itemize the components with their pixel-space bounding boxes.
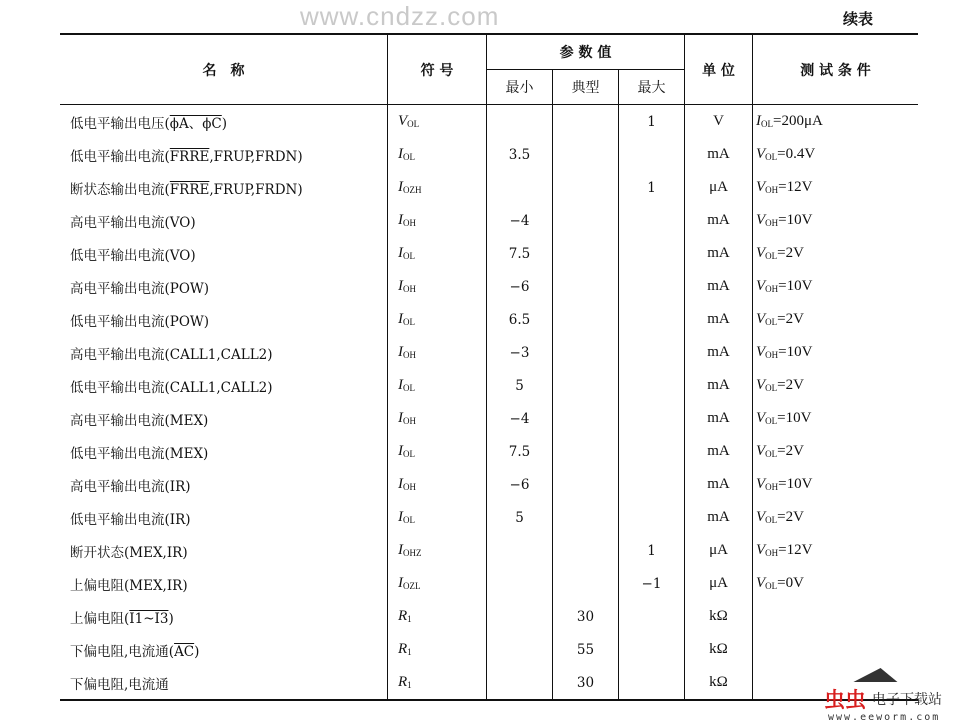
max-value: −1 (619, 567, 685, 600)
typ-value (553, 237, 619, 270)
table-row (60, 303, 918, 336)
table-row (60, 468, 918, 501)
symbol-sub: OH (403, 218, 416, 228)
header-params: 参 数 值 (487, 34, 685, 70)
symbol: I (398, 245, 403, 261)
symbol: I (398, 146, 403, 162)
symbol-sub: OL (403, 251, 415, 261)
symbol-sub: OH (403, 284, 416, 294)
unit: μA (685, 567, 753, 600)
table-row (60, 138, 918, 171)
symbol-sub: 1 (407, 680, 412, 690)
param-name: 低电平输出电流(CALL1,CALL2) (70, 379, 273, 396)
typ-value (553, 369, 619, 402)
symbol: I (398, 311, 403, 327)
param-name: 高电平输出电流(CALL1,CALL2) (70, 346, 273, 363)
typ-value (553, 105, 619, 139)
unit: mA (685, 435, 753, 468)
typ-value: 55 (553, 633, 619, 666)
unit: mA (685, 336, 753, 369)
typ-value (553, 534, 619, 567)
param-name: 上偏电阻( (70, 610, 130, 627)
cond-value: =200μA (773, 113, 823, 129)
typ-value (553, 567, 619, 600)
cond-var: V (756, 575, 766, 591)
logo-url: www.eeworm.com (828, 712, 941, 723)
unit: mA (685, 468, 753, 501)
unit: kΩ (685, 666, 753, 700)
unit: mA (685, 204, 753, 237)
param-name-overlined: FRRE (169, 148, 210, 165)
table-row (60, 501, 918, 534)
min-value: 7.5 (487, 237, 553, 270)
cond-sub: OL (761, 119, 773, 129)
min-value (487, 600, 553, 633)
cond-var: I (756, 113, 761, 129)
cond-value: =10V (778, 212, 813, 228)
max-value (619, 501, 685, 534)
max-value: 1 (619, 171, 685, 204)
param-name-overlined: $\overline{AC}$ (174, 643, 195, 660)
param-name: 高电平输出电流(VO) (70, 214, 196, 231)
table-row (60, 237, 918, 270)
symbol: I (398, 212, 403, 228)
cond-sub: OH (765, 350, 779, 360)
cond-var: V (756, 146, 766, 162)
param-name-overlined: ϕA、ϕC (169, 115, 222, 132)
cond-value: =10V (778, 476, 813, 492)
typ-value (553, 171, 619, 204)
header-symbol: 符 号 (388, 34, 487, 105)
cond-sub: OH (765, 482, 779, 492)
table-row (60, 567, 918, 600)
cond-var: V (756, 476, 766, 492)
typ-value (553, 204, 619, 237)
unit: μA (685, 534, 753, 567)
cond-value: =12V (778, 542, 813, 558)
param-name-end: ,FRUP,FRDN) (209, 181, 303, 198)
symbol: I (398, 575, 403, 591)
table-row (60, 336, 918, 369)
typ-value (553, 468, 619, 501)
cond-sub: OL (765, 515, 778, 525)
max-value: 1 (619, 105, 685, 139)
table-row (60, 171, 918, 204)
max-value (619, 204, 685, 237)
unit: mA (685, 369, 753, 402)
param-name: 高电平输出电流(POW) (70, 280, 210, 297)
header-unit: 单 位 (685, 34, 753, 105)
cond-var: V (756, 344, 766, 360)
symbol-sub: OH (403, 482, 416, 492)
unit: mA (685, 501, 753, 534)
symbol: I (398, 443, 403, 459)
typ-value (553, 303, 619, 336)
cond-var: V (756, 509, 766, 525)
table-row (60, 270, 918, 303)
max-value (619, 369, 685, 402)
cond-value: =2V (777, 509, 804, 525)
cond-value: =10V (778, 344, 813, 360)
unit: mA (685, 237, 753, 270)
max-value (619, 633, 685, 666)
symbol-sub: OHZ (403, 548, 422, 558)
graduation-cap-icon (853, 668, 902, 682)
symbol-sub: 1 (407, 647, 412, 657)
cond-sub: OL (765, 449, 778, 459)
cond-value: =2V (777, 443, 804, 459)
param-name: 低电平输出电流(POW) (70, 313, 210, 330)
table-row (60, 435, 918, 468)
min-value: 3.5 (487, 138, 553, 171)
cond-var: V (756, 212, 766, 228)
min-value (487, 633, 553, 666)
cond-var: V (756, 245, 766, 261)
typ-value (553, 402, 619, 435)
unit: mA (685, 303, 753, 336)
table-continued-label: 续表 (843, 10, 874, 28)
cond-sub: OL (765, 152, 778, 162)
cond-value: =2V (777, 245, 804, 261)
cond-sub: OL (765, 251, 778, 261)
param-name: 高电平输出电流(IR) (70, 478, 191, 495)
max-value (619, 270, 685, 303)
max-value (619, 600, 685, 633)
cond-var: V (756, 443, 766, 459)
param-name: 下偏电阻,电流通 (70, 676, 169, 693)
symbol: I (398, 476, 403, 492)
max-value (619, 435, 685, 468)
min-value: −4 (487, 204, 553, 237)
symbol-sub: OL (407, 119, 420, 129)
min-value (487, 534, 553, 567)
typ-value (553, 435, 619, 468)
param-name: 断状态输出电流( (70, 181, 170, 198)
param-name: 低电平输出电压( (70, 115, 170, 132)
symbol: I (398, 179, 403, 195)
symbol: V (398, 113, 408, 129)
unit: mA (685, 270, 753, 303)
cond-sub: OH (765, 218, 779, 228)
cond-sub: OL (765, 383, 778, 393)
table-row (60, 600, 918, 633)
symbol-sub: OZL (403, 581, 421, 591)
typ-value (553, 138, 619, 171)
table-row (60, 666, 918, 700)
symbol: I (398, 542, 403, 558)
min-value (487, 666, 553, 700)
cond-var: V (756, 410, 766, 426)
unit: mA (685, 138, 753, 171)
logo-text: 电子下载站 (872, 692, 942, 708)
typ-value (553, 270, 619, 303)
symbol-sub: OL (403, 449, 415, 459)
cond-value: =0.4V (777, 146, 816, 162)
unit: kΩ (685, 600, 753, 633)
param-name: 低电平输出电流( (70, 148, 170, 165)
min-value: −3 (487, 336, 553, 369)
min-value: −6 (487, 468, 553, 501)
cond-value: =2V (777, 377, 804, 393)
min-value: −4 (487, 402, 553, 435)
max-value (619, 237, 685, 270)
cond-var: V (756, 179, 766, 195)
cond-value: =12V (778, 179, 813, 195)
symbol: I (398, 509, 403, 525)
symbol-sub: OL (403, 317, 415, 327)
table-row (60, 402, 918, 435)
table-row (60, 204, 918, 237)
typ-value: 30 (553, 666, 619, 700)
symbol: I (398, 344, 403, 360)
spec-table (60, 33, 918, 701)
table-row (60, 633, 918, 666)
param-name: 低电平输出电流(MEX) (70, 445, 209, 462)
min-value: 6.5 (487, 303, 553, 336)
cond-value: =10V (777, 410, 812, 426)
cond-value: =10V (778, 278, 813, 294)
param-name-overlined: FRRE (169, 181, 210, 198)
symbol-sub: OL (403, 383, 415, 393)
unit: μA (685, 171, 753, 204)
symbol: R (398, 608, 408, 624)
cond-sub: OH (765, 548, 779, 558)
unit: mA (685, 402, 753, 435)
cond-sub: OH (765, 284, 779, 294)
max-value (619, 336, 685, 369)
min-value (487, 105, 553, 139)
symbol-sub: OH (403, 416, 416, 426)
watermark: www.cndzz.com (300, 1, 500, 31)
cond-var: V (756, 311, 766, 327)
table-row (60, 105, 918, 139)
max-value: 1 (619, 534, 685, 567)
cond-var: V (756, 377, 766, 393)
header-name: 名 称 (60, 34, 388, 105)
cond-var: V (756, 278, 766, 294)
param-name: 低电平输出电流(VO) (70, 247, 196, 264)
unit: V (685, 105, 753, 139)
table-row (60, 534, 918, 567)
typ-value (553, 501, 619, 534)
symbol: I (398, 377, 403, 393)
cond-sub: OL (765, 416, 778, 426)
param-name: 低电平输出电流(IR) (70, 511, 191, 528)
min-value: −6 (487, 270, 553, 303)
table-row (60, 369, 918, 402)
cond-sub: OL (765, 317, 778, 327)
symbol-sub: OZH (403, 185, 422, 195)
symbol-sub: OH (403, 350, 416, 360)
cond-var: V (756, 542, 766, 558)
header-max: 最大 (619, 70, 685, 105)
unit: kΩ (685, 633, 753, 666)
param-name-end: ) (221, 115, 228, 132)
cond-value: =2V (777, 311, 804, 327)
min-value: 5 (487, 369, 553, 402)
param-name-overlined: I1~I3 (129, 610, 169, 627)
param-name: 上偏电阻(MEX,IR) (70, 577, 188, 594)
min-value (487, 171, 553, 204)
max-value (619, 402, 685, 435)
param-name-end: ,FRUP,FRDN) (209, 148, 303, 165)
symbol-sub: 1 (407, 614, 412, 624)
cond-sub: OH (765, 185, 779, 195)
logo-mark: 虫虫 (824, 688, 866, 712)
symbol: R (398, 674, 408, 690)
param-name-end: ) (194, 643, 200, 660)
symbol: I (398, 410, 403, 426)
header-min: 最小 (487, 70, 553, 105)
cond-sub: OL (765, 581, 778, 591)
min-value: 5 (487, 501, 553, 534)
header-conditions: 测 试 条 件 (753, 34, 919, 105)
min-value: 7.5 (487, 435, 553, 468)
max-value (619, 468, 685, 501)
min-value (487, 567, 553, 600)
header-typ: 典型 (553, 70, 619, 105)
max-value (619, 138, 685, 171)
max-value (619, 666, 685, 700)
param-name-end: ) (168, 610, 174, 627)
eeworm-logo (806, 668, 960, 725)
symbol: I (398, 278, 403, 294)
typ-value: 30 (553, 600, 619, 633)
param-name: 高电平输出电流(MEX) (70, 412, 209, 429)
cond-value: =0V (777, 575, 804, 591)
typ-value (553, 336, 619, 369)
symbol: R (398, 641, 408, 657)
symbol-sub: OL (403, 515, 415, 525)
symbol-sub: OL (403, 152, 415, 162)
param-name: 下偏电阻,电流通( (70, 643, 175, 660)
max-value (619, 303, 685, 336)
param-name: 断开状态(MEX,IR) (70, 544, 188, 561)
